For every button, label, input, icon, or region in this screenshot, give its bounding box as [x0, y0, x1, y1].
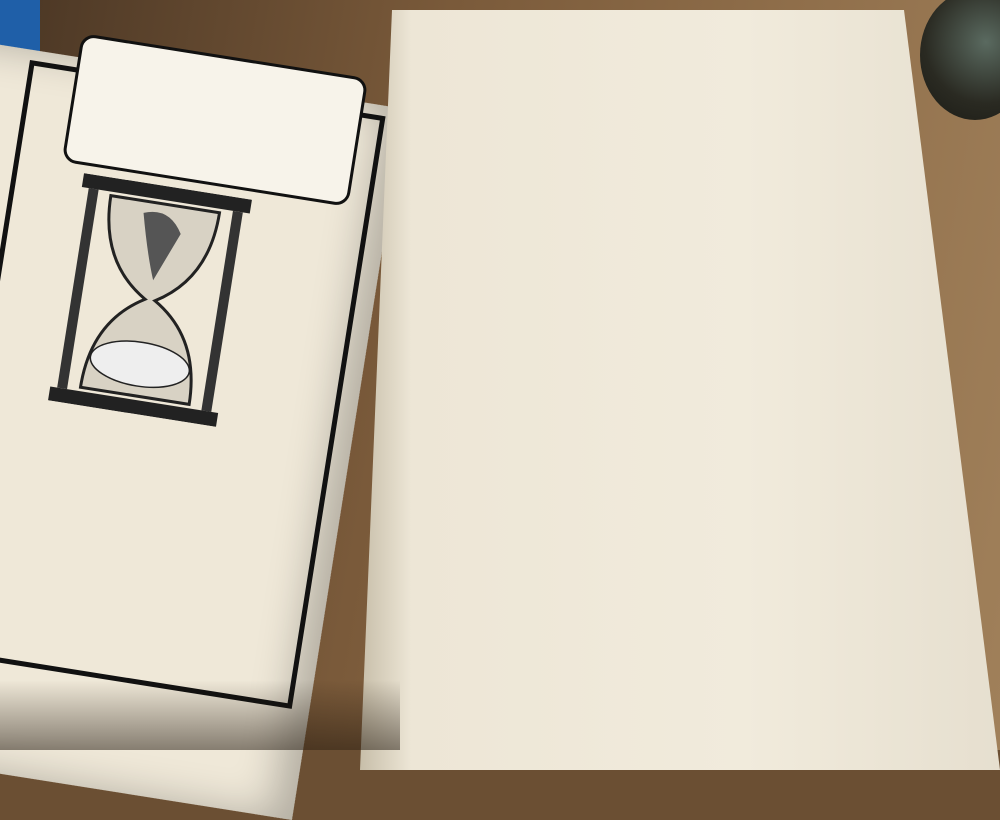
hourglass-illustration	[43, 172, 257, 427]
bottom-shadow	[0, 680, 400, 750]
right-page	[360, 10, 1000, 770]
